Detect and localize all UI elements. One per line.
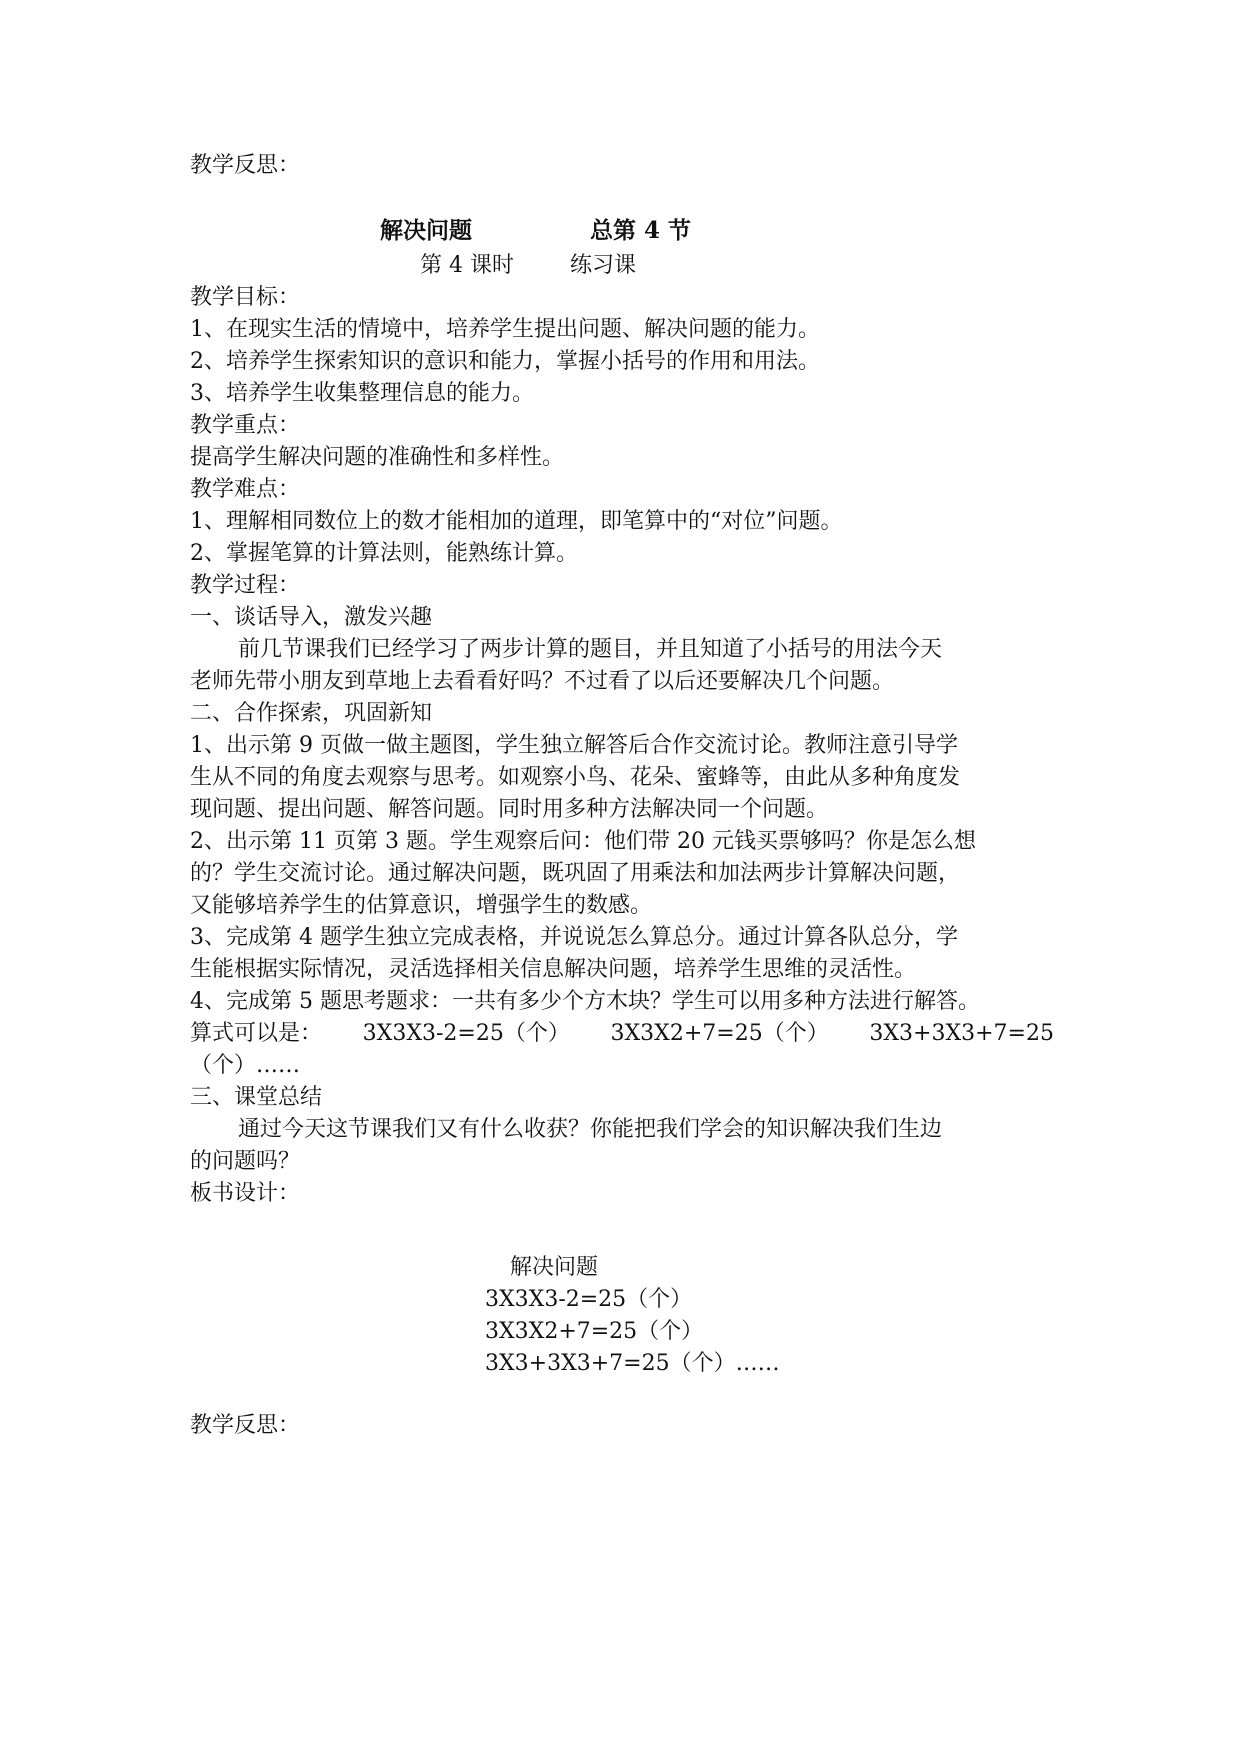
formula-3-tail: （个）…… [190,1053,301,1078]
reflection-heading-bottom: 教学反思： [190,1413,301,1438]
board-heading: 板书设计： [190,1181,301,1206]
objective-item: 1、在现实生活的情境中，培养学生提出问题、解决问题的能力。 [190,317,820,342]
difficulty-heading: 教学难点： [190,477,301,502]
paragraph-line: 又能够培养学生的估算意识，增强学生的数感。 [190,893,653,918]
paragraph-line: 的？学生交流讨论。通过解决问题，既巩固了用乘法和加法两步计算解决问题， [190,861,961,886]
objective-item: 2、培养学生探索知识的意识和能力，掌握小括号的作用和用法。 [190,349,820,374]
formula-line [190,1018,1054,1050]
section-heading-explore: 二、合作探索，巩固新知 [190,701,433,726]
paragraph-line: 4、完成第 5 题思考题求：一共有多少个方木块？学生可以用多种方法进行解答。 [190,989,980,1014]
paragraph-line: 生能根据实际情况，灵活选择相关信息解决问题，培养学生思维的灵活性。 [190,957,917,982]
board-line: 3X3+3X3+7=25（个）…… [485,1351,780,1376]
formula-2: 3X3X2+7=25（个） [610,1021,829,1046]
section-heading-intro: 一、谈话导入，激发兴趣 [190,605,433,630]
focus-heading: 教学重点： [190,413,301,438]
lesson-total-number: 总第 4 节 [590,217,692,244]
paragraph-line: 通过今天这节课我们又有什么收获？你能把我们学会的知识解决我们生边 [238,1117,943,1142]
paragraph-line: 生从不同的角度去观察与思考。如观察小鸟、花朵、蜜蜂等，由此从多种角度发 [190,765,961,790]
focus-text: 提高学生解决问题的准确性和多样性。 [190,445,565,470]
process-heading: 教学过程： [190,573,301,598]
reflection-heading-top: 教学反思： [190,153,301,178]
difficulty-item: 1、理解相同数位上的数才能相加的道理，即笔算中的“对位”问题。 [190,509,843,534]
formula-3-head: 3X3+3X3+7=25 [869,1021,1054,1046]
section-heading-summary: 三、课堂总结 [190,1085,323,1110]
lesson-title: 解决问题 [380,217,472,244]
formula-prefix: 算式可以是： [190,1021,323,1046]
paragraph-line: 老师先带小朋友到草地上去看看好吗？不过看了以后还要解决几个问题。 [190,669,895,694]
lesson-type: 练习课 [570,253,637,278]
board-line: 3X3X3-2=25（个） [485,1287,693,1312]
difficulty-item: 2、掌握笔算的计算法则，能熟练计算。 [190,541,578,566]
paragraph-line: 的问题吗？ [190,1149,301,1174]
paragraph-line: 2、出示第 11 页第 3 题。学生观察后问：他们带 20 元钱买票够吗？你是怎么想 [190,829,976,854]
board-title: 解决问题 [510,1255,599,1280]
board-line: 3X3X2+7=25（个） [485,1319,704,1344]
paragraph-line: 1、出示第 9 页做一做主题图，学生独立解答后合作交流讨论。教师注意引导学 [190,733,958,758]
lesson-period: 第 4 课时 [420,253,514,278]
paragraph-line: 3、完成第 4 题学生独立完成表格，并说说怎么算总分。通过计算各队总分，学 [190,925,958,950]
objectives-heading: 教学目标： [190,285,301,310]
paragraph-line: 现问题、提出问题、解答问题。同时用多种方法解决同一个问题。 [190,797,829,822]
formula-1: 3X3X3-2=25（个） [362,1021,570,1046]
objective-item: 3、培养学生收集整理信息的能力。 [190,381,534,406]
paragraph-line: 前几节课我们已经学习了两步计算的题目，并且知道了小括号的用法今天 [238,637,943,662]
